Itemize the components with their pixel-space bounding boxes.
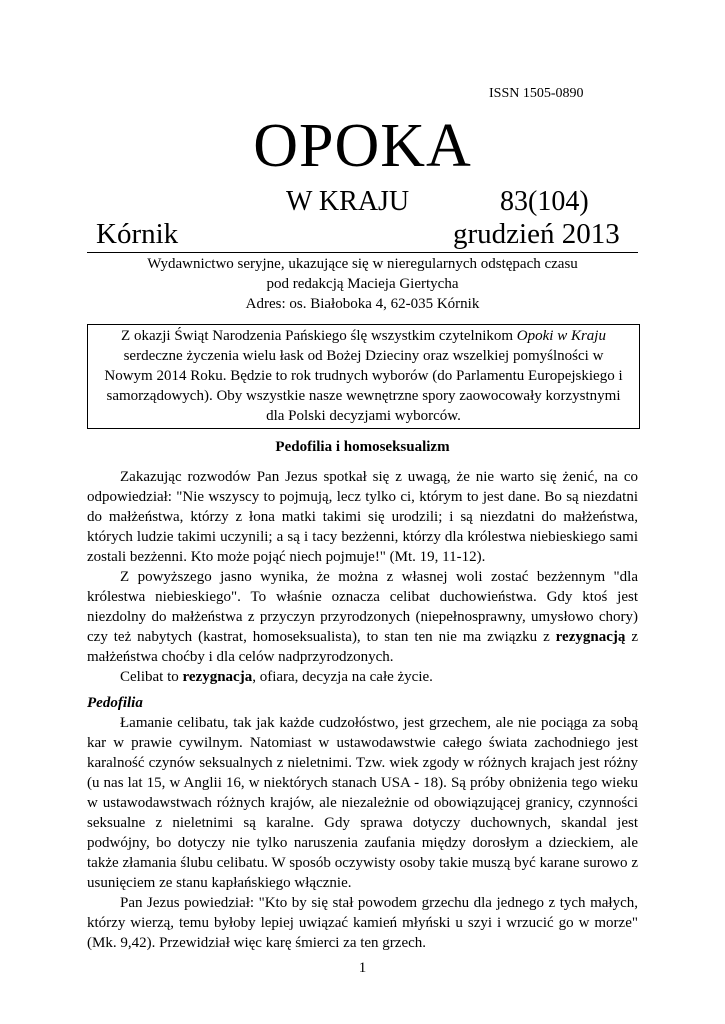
section-heading: Pedofilia <box>87 695 143 711</box>
article-title: Pedofilia i homoseksualizm <box>275 439 450 455</box>
paragraph: Zakazując rozwodów Pan Jezus spotkał się z uwagą, że nie warto się żenić, na co odpowiedział: "Nie wszyscy to pojmują, lecz tylko ci, którym to jest dane. Bo są niezdatni do małżeństwa, którzy z łona matki takimi się urodzili; i są niezdatni do małżeństwa, których ludzie takimi uczynili; a są i tacy bezżenni, którzy dla królestwa niebieskiego sami zostali bezżenni. Kto może pojąć niech pojmuje!" (Mt. 19, 11-12). <box>87 469 638 565</box>
greeting-box <box>87 324 640 429</box>
paragraph-text: Z powyższego jasno wynika, że można z własnej woli zostać bezżennym "dla królestwa niebieskiego". To właśnie oznacza celibat duchowieństwa. Gdy ktoś jest niezdolny do małżeństwa z przyczyn przyrodzonych (niepełnosprawny, umysłowo chory) czy też nabytych (kastrat, homoseksualista), to stan ten nie ma związku z <box>87 569 638 645</box>
paragraph <box>87 667 638 687</box>
paragraph: Łamanie celibatu, tak jak każde cudzołóstwo, jest grzechem, ale nie pociąga za sobą kar w prawie cywilnym. Natomiast w ustawodawstwie całego świata zachodniego jest karalność czynów seksualnych z nieletnimi. Tzw. wiek zgody w różnych krajach jest różny (u nas lat 15, w Anglii 16, w niektórych stanach USA - 18). Są próby obniżenia tego wieku w ustawodawstwach różnych krajów, ale niezależnie od obowiązującej granicy, czynności seksualne z nieletnimi są karalne. Gdy sprawa dotyczy duchownych, skandal jest podwójny, bo dotyczy nie tylko naruszenia zaufania między dorosłym a dzieckiem, ale także złamania ślubu celibatu. W sposób oczywisty osoby takie muszą być karane surowo z usunięciem ze stanu kapłańskiego włącznie. <box>87 715 638 891</box>
issn-number: ISSN 1505-0890 <box>489 86 584 101</box>
greeting-text: Z okazji Świąt Narodzenia Pańskiego ślę wszystkim czytelnikom <box>121 328 517 344</box>
header-divider <box>87 252 638 253</box>
article-section <box>87 693 638 953</box>
page-number: 1 <box>358 960 367 976</box>
publication-date: grudzień 2013 <box>453 218 620 250</box>
paragraph: Pan Jezus powiedział: "Kto by się stał powodem grzechu dla jednego z tych małych, którzy wierzą, temu byłoby lepiej uwiązać kamień młyński u szyi i wrzucić go w morze" (Mk. 9,42). Przewidział więc karę śmierci za ten grzech. <box>87 895 638 951</box>
publication-title: OPOKA <box>253 112 472 180</box>
emphasis-text: rezygnacja <box>182 669 253 685</box>
issue-number: 83(104) <box>500 186 589 217</box>
masthead-line: Wydawnictwo seryjne, ukazujące się w nieregularnych odstępach czasu <box>147 256 578 272</box>
paragraph <box>87 567 638 667</box>
article-body <box>87 467 638 687</box>
greeting-text: serdeczne życzenia wielu łask od Bożej Dzieciny oraz wszelkiej pomyślności w Nowym 2014 Roku. Będzie to rok trudnych wyborów (do Parlamentu Europejskiego i samorządowych). Oby wszystkie nasze wewnętrzne spory zaowocowały korzystnymi dla Polski decyzjami wyborców. <box>104 348 623 424</box>
publication-subtitle: W KRAJU <box>286 186 410 217</box>
emphasis-text: rezygnacją <box>555 629 626 645</box>
publication-place: Kórnik <box>96 218 179 250</box>
paragraph-text: , ofiara, decyzja na całe życie. <box>252 669 433 685</box>
paragraph-text: z małżeństwa choćby i dla celów nadprzyrodzonych. <box>87 629 638 665</box>
masthead <box>87 254 638 314</box>
greeting-italic: Opoki w Kraju <box>516 328 606 344</box>
masthead-line: pod redakcją Macieja Giertycha <box>266 276 459 292</box>
paragraph-text: Celibat to <box>120 669 183 685</box>
masthead-address: Adres: os. Białoboka 4, 62-035 Kórnik <box>245 296 480 312</box>
